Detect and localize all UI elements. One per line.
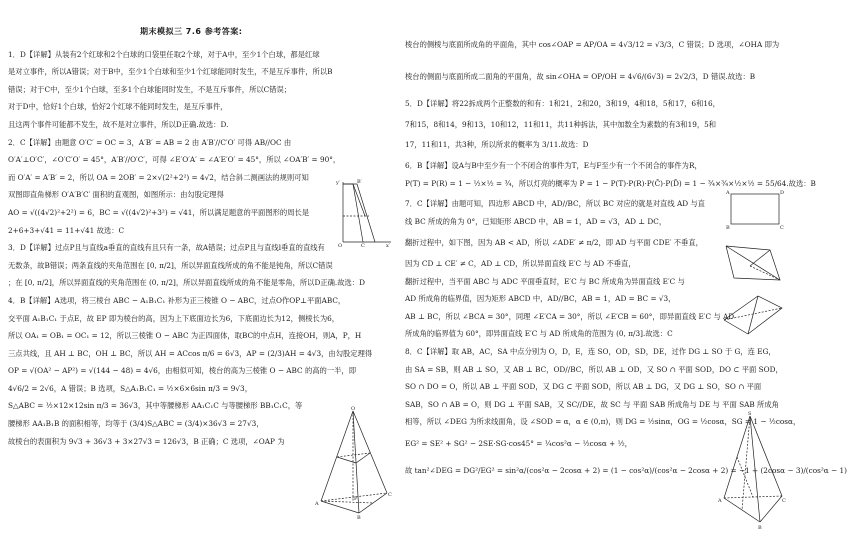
text-line: 线 BC 所成的角为 0°，已知矩形 ABCD 中，AB = 1，AD = √3，AD ⊥ DC， bbox=[405, 216, 667, 226]
text-line: EG² = SE² + SG² − 2SE·SG·cos45° = ¼cos²α − ½cosα + ½， bbox=[405, 438, 632, 448]
fig-label: A bbox=[726, 190, 730, 196]
text-line: 错误；对于C中，至少1个白球，至多1个白球能同时发生，不是互斥事件，所以C错误； bbox=[8, 84, 292, 94]
text-line: 17，11和11，共3种，所以所求的概率为 3/11.故选：D bbox=[405, 140, 589, 150]
fig-label: C bbox=[780, 225, 784, 231]
folded-figure-1 bbox=[720, 240, 786, 285]
text-line: 由 SA = SB，则 AB ⊥ SO，又 AB ⊥ BC，OD//BC，所以 AB ⊥ OD，又 SO ∩ 平面 SOD，DO ⊂ 平面 SOD， bbox=[405, 364, 783, 374]
fig-label: B bbox=[758, 525, 762, 531]
text-line: 对于D中，恰好1个白球，恰好2个红球不能同时发生，是互斥事件， bbox=[8, 102, 228, 112]
fig-label: C bbox=[388, 492, 392, 498]
fig-label: A bbox=[718, 498, 722, 504]
text-line: 因为 CD ⊥ CE′ ≠ C，AD ⊥ CD，所以异面直线 E′C 与 AD 不垂直， bbox=[405, 258, 636, 268]
fig-label: S bbox=[748, 411, 752, 417]
text-line: 双图即直角梯形 O′A′B′C′ 面积的直观图，如图所示：由勾股定理得 bbox=[8, 190, 224, 200]
text-line: S△ABC = ½×12×12sin π/3 = 36√3，其中等腰梯形 AA₁C₁C 与等腰梯形 BB₁C₁C，等 bbox=[8, 401, 303, 411]
page-title: 期末模拟三 7.6 参考答案: bbox=[140, 27, 243, 36]
text-line: 5．D【详解】将22拆成两个正整数的和有：1和21，2和20，3和19，4和18，5和17，6和16， bbox=[405, 99, 720, 109]
text-line: 所以 OA₁ = OB₁ = OC₁ = 12，所以三棱锥 O − ABC 为正四面体，取BC的中点H，连接OH，则A，P，H bbox=[8, 331, 362, 341]
text-line: 所成角的临界值为 60°，即异面直线 E′C 与 AD 所成角的范围为 (0, π/3].故选：C bbox=[405, 329, 673, 339]
text-line: 2+6+3+√41 = 11+√41 故选：C bbox=[8, 225, 125, 235]
text-line: 相等，所以 ∠DEG 为所求线面角，设 ∠SOD = α，α ∈ (0,π)，则 DG = ½sinα，OG = ½cosα，SG = 1 − ½cosα， bbox=[405, 417, 801, 427]
text-line: 1．D【详解】从装有2个红球和2个白球的口袋里任取2个球，对于A中，至少1个白球，都是红球 bbox=[8, 49, 320, 59]
text-line: SAB，SO ∩ AB = O，则 DG ⊥ 平面 SAB，又 SC//DE，故 SC 与 平面 SAB 所成角与 DE 与 平面 SAB 所成角 bbox=[405, 399, 779, 409]
fig-label: x′ bbox=[386, 243, 390, 249]
text-line: 4√6/2 = 2√6，A 错误；B 选项，S△A₁B₁C₁ = ½×6×6sin π/3 = 9√3， bbox=[8, 383, 252, 393]
text-line: 2．C【详解】由题意 O′C′ = OC = 3，A′B′ = AB = 2 由 A′B′//C′O′ 可得 AB//OC 由 bbox=[8, 137, 292, 147]
rectangle-abcd-figure bbox=[725, 188, 785, 230]
fig-label: C bbox=[782, 498, 786, 504]
text-line: 3．D【详解】过点P且与直线a垂直的直线有且只有一条，故A错误；过点P且与直线l垂直的直线有 bbox=[8, 243, 325, 253]
text-line: 翻折过程中，如下图，因为 AB < AD，所以 ∠ADE′ ≠ π/2，即 AD 与平面 CDE′ 不垂直， bbox=[405, 238, 703, 248]
text-line: ；在 [0, π/2]，所以异面直线的夹角范围在 (0, π/2]，所以异面直线所成的角不能是零角，所以D正确.故选：D bbox=[8, 278, 365, 288]
text-line: SO ∩ DO = O，所以 AB ⊥ 平面 SOD，又 DG ⊂ 平面 SOD，所以 AB ⊥ DG，又 DG ⊥ SO，SO ∩ 平面 bbox=[405, 382, 762, 392]
text-line: OP = √(OA² − AP²) = √(144 − 48) = 4√6，由相似可知，棱台的高为三棱锥 O − ABC 的高的一半，即 bbox=[8, 366, 357, 376]
text-line: AD 所成角的临界值，因为矩形 ABCD 中，AD//BC，AB = 1，AD = BC = √3， bbox=[405, 294, 676, 304]
text-line: 无数条，故B错误；两条直线的夹角范围在 [0, π/2]，所以异面直线所成的角不能是钝角，所以C错误 bbox=[8, 260, 333, 270]
text-line: 棱台的侧棱与底面所成角的平面角，其中 cos∠OAP = AP/OA = 4√3/12 = √3/3，C 错误；D 选项，∠OHA 即为 bbox=[405, 40, 780, 49]
fig-label: B′ bbox=[357, 179, 362, 185]
fig-label: D bbox=[780, 190, 785, 196]
text-line: 且这两个事件可能都不发生，故不是对立事件，所以D正确.故选：D. bbox=[8, 119, 229, 129]
text-line: P(T) = P(R) = 1 − ½×½ = ¾，所以灯亮的概率为 P = 1 − P(T)·P(R)·P(C̄)·P(D̄) = 1 − ¾×¾×½×½ = 55/64.故选：B bbox=[405, 178, 816, 188]
text-line: 翻折过程中，当平面 ABC 与 ADC 平面垂直时，E′C 与 BC 所成角为异面直线 E′C 与 bbox=[405, 276, 685, 286]
text-line: 6．B【详解】设A与B中至少有一个不闭合的事件为T，E与F至少有一个不闭合的事件为R， bbox=[405, 160, 702, 170]
folded-figure-2 bbox=[720, 290, 786, 338]
text-line: AO = √((4√2)²+2²) = 6，BC = √((4√2)²+3²) = √41，所以满足题意的平面图形的周长是 bbox=[8, 207, 310, 217]
fig-label: B bbox=[726, 225, 730, 231]
fig-label: A bbox=[315, 501, 319, 507]
text-line: 7和15，8和14，9和13，10和12，11和11，共11种拆法，其中加数全为素数的有3和19，5和 bbox=[405, 119, 717, 129]
text-line: 是对立事件，所以A错误；对于B中，至少1个白球和至少1个红球能同时发生，不是互斥事件，所以B bbox=[8, 67, 333, 77]
fig-label: B bbox=[357, 515, 361, 521]
text-line: 而 O′A′ = A′B′ = 2，所以 OA = 2OB′ = 2×√(2²+2²) = 4√2，结合斜二测画法的规则可知 bbox=[8, 172, 309, 182]
text-line: 7．C【详解】由题可知，四边形 ABCD 中，AD//BC，所以 BC 对应的就是对直线 AD 与直 bbox=[405, 199, 705, 209]
fig-label: C bbox=[361, 243, 365, 249]
text-line: 4．B【详解】A选项，将三棱台 ABC − A₁B₁C₁ 补形为正三棱锥 O − ABC，过点O作OP⊥平面ABC， bbox=[8, 295, 346, 305]
frustum-figure bbox=[315, 405, 393, 520]
fig-label: O bbox=[338, 243, 343, 249]
text-line: 故棱台的表面积为 9√3 + 36√3 + 3×27√3 = 126√3，B 正确；C 选项，∠OAP 为 bbox=[8, 436, 285, 446]
text-line: 8．C【详解】取 AB，AC，SA 中点分别为 O，D，E，连 SO，OD，SD，DE，过作 DG ⊥ SO 于 G，连 EG， bbox=[405, 346, 776, 356]
pyramid-figure bbox=[718, 410, 788, 530]
fig-label: O bbox=[351, 406, 356, 412]
text-line: 故 tan²∠DEG = DG²/EG² = sin²α/(cos²α − 2cosα + 2) = (1 − cos²α)/(cos²α − 2cosα + 2) = −1 + (2cosα − 3)/(cos²α − 1) bbox=[405, 466, 847, 476]
text-line: 腰梯形 AA₁B₁B 的面积相等，均等于 (3/4)S△ABC = (3/4)×36√3 = 27√3， bbox=[8, 419, 264, 429]
text-line: 棱台的侧面与底面所成二面角的平面角，故 sin∠OHA = OP/OH = 4√6/(6√3) = 2√2/3，D 错误.故选：B bbox=[405, 71, 756, 81]
fig-label: y′ bbox=[336, 180, 340, 186]
oblique-projection-figure bbox=[335, 178, 393, 248]
fig-label: P bbox=[354, 496, 358, 502]
text-line: O′A′⊥O′C′，∠O′C′O′ = 45°，A′B′//O′C′，可得 ∠E′O′A′ = ∠A′E′O′ = 45°，所以 ∠OA′B′ = 90°， bbox=[8, 155, 341, 165]
text-line: AB ⊥ BC，所以 ∠BCA = 30°，同理 ∠E′CA = 30°，所以 ∠E′CB = 60°，即异面直线 E′C 与 AD bbox=[405, 311, 735, 321]
text-line: 三点共线，且 AH ⊥ BC，OH ⊥ BC，所以 AH = ACcos π/6 = 6√3，AP = (2/3)AH = 4√3，由勾股定理得 bbox=[8, 348, 373, 358]
text-line: 交平面 A₁B₁C₁ 于点E，故 EP 即为棱台的高，因为上下底面边长为6，下底面边长为12，侧棱长为6， bbox=[8, 313, 340, 323]
